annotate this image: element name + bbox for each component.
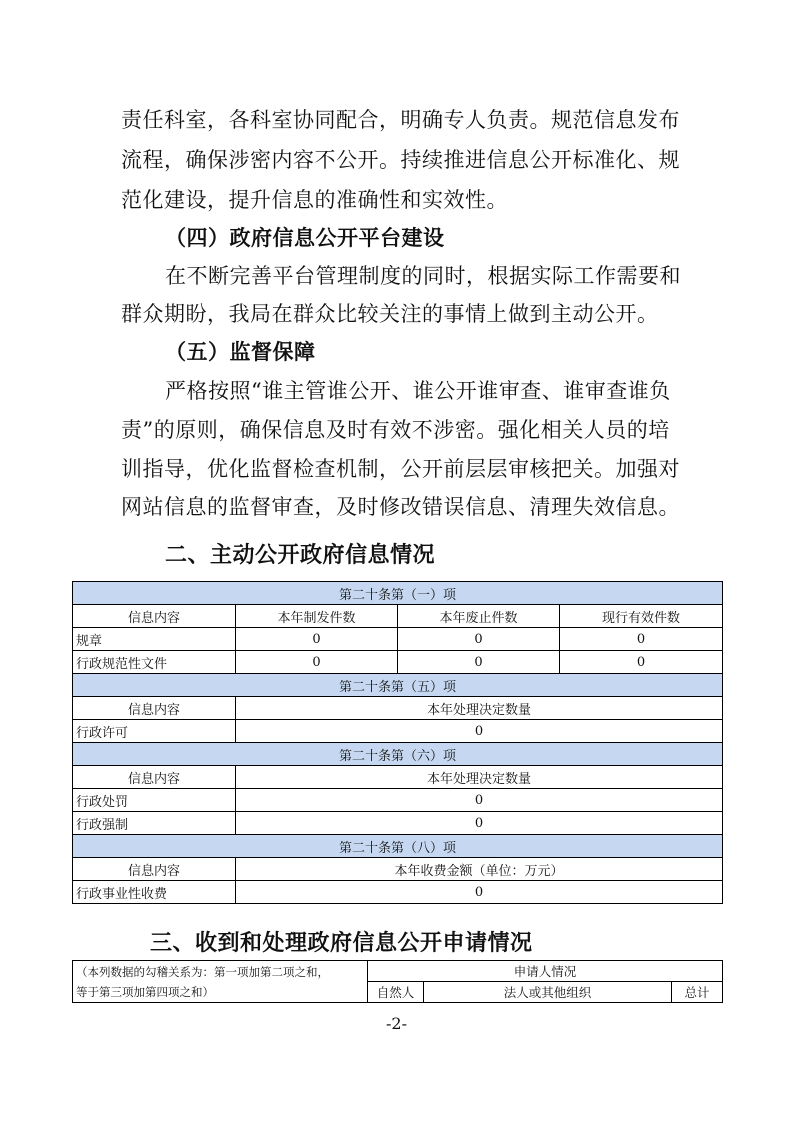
relation-note (73, 961, 368, 1003)
table-row (73, 628, 723, 651)
paragraph-line: 范化建设，提升信息的准确性和实效性。 (121, 188, 508, 212)
row-label: 规章 (73, 628, 236, 651)
cell-value: 0 (236, 628, 398, 651)
table-row (73, 881, 723, 904)
cell-value: 0 (560, 628, 723, 651)
page-number: -2- (386, 1014, 407, 1033)
table-row (73, 789, 723, 812)
section-header-cell: 第二十条第（五）项 (73, 674, 723, 697)
column-header: 信息内容 (73, 766, 236, 789)
table-column-headers (73, 858, 723, 881)
table-row (73, 812, 723, 835)
row-label: 行政许可 (73, 720, 236, 743)
row-label: 行政强制 (73, 812, 236, 835)
cell-value: 0 (236, 651, 398, 674)
paragraph-line: 流程，确保涉密内容不公开。持续推进信息公开标准化、规 (121, 148, 680, 172)
column-header: 信息内容 (73, 605, 236, 628)
relation-note-line: （本列数据的勾稽关系为：第一项加第二项之和， (76, 964, 329, 979)
table-section-header (73, 835, 723, 858)
column-header: 本年收费金额（单位：万元） (236, 858, 723, 881)
row-label: 行政规范性文件 (73, 651, 236, 674)
paragraph-line: 责”的原则，确保信息及时有效不涉密。强化相关人员的培 (121, 418, 670, 442)
paragraph-line: 在不断完善平台管理制度的同时，根据实际工作需要和 (165, 264, 681, 288)
subheading-platform: （四）政府信息公开平台建设 (165, 225, 445, 250)
cell-value: 0 (236, 881, 723, 904)
paragraph-line: 群众期盼，我局在群众比较关注的事情上做到主动公开。 (121, 302, 659, 326)
applications-table (72, 960, 723, 1003)
column-header: 本年废止件数 (398, 605, 560, 628)
row-label: 行政处罚 (73, 789, 236, 812)
table-row (73, 720, 723, 743)
table-column-headers (73, 697, 723, 720)
relation-note-line: 等于第三项加第四项之和） (76, 984, 214, 999)
table-section-header (73, 582, 723, 605)
section-heading-proactive-disclosure: 二、主动公开政府信息情况 (165, 543, 436, 568)
section-header-cell: 第二十条第（八）项 (73, 835, 723, 858)
proactive-disclosure-table (72, 581, 723, 904)
section-heading-applications: 三、收到和处理政府信息公开申请情况 (150, 931, 533, 956)
column-header: 本年制发件数 (236, 605, 398, 628)
section-header-cell: 第二十条第（一）项 (73, 582, 723, 605)
row-label: 行政事业性收费 (73, 881, 236, 904)
column-header: 现行有效件数 (560, 605, 723, 628)
column-header: 信息内容 (73, 697, 236, 720)
paragraph-line: 训指导，优化监督检查机制，公开前层层审核把关。加强对 (121, 457, 680, 481)
cell-value: 0 (398, 651, 560, 674)
cell-value: 0 (236, 812, 723, 835)
cell-value: 0 (560, 651, 723, 674)
column-header: 信息内容 (73, 858, 236, 881)
table-section-header (73, 743, 723, 766)
paragraph-line: 责任科室，各科室协同配合，明确专人负责。规范信息发布 (121, 108, 680, 132)
column-header-natural-person: 自然人 (368, 982, 424, 1003)
paragraph-line: 网站信息的监督审查，及时修改错误信息、清理失效信息。 (121, 495, 680, 519)
column-header: 本年处理决定数量 (236, 697, 723, 720)
table-row (73, 961, 723, 982)
table-column-headers (73, 766, 723, 789)
column-header: 本年处理决定数量 (236, 766, 723, 789)
table-section-header (73, 674, 723, 697)
cell-value: 0 (236, 720, 723, 743)
column-header-total: 总计 (672, 982, 723, 1003)
paragraph-line: 严格按照“谁主管谁公开、谁公开谁审查、谁审查谁负 (165, 379, 671, 403)
table-row (73, 651, 723, 674)
cell-value: 0 (236, 789, 723, 812)
cell-value: 0 (398, 628, 560, 651)
subheading-supervision: （五）监督保障 (165, 339, 316, 364)
table-column-headers (73, 605, 723, 628)
applicant-header: 申请人情况 (368, 961, 723, 982)
section-header-cell: 第二十条第（六）项 (73, 743, 723, 766)
column-header-legal-person: 法人或其他组织 (424, 982, 672, 1003)
